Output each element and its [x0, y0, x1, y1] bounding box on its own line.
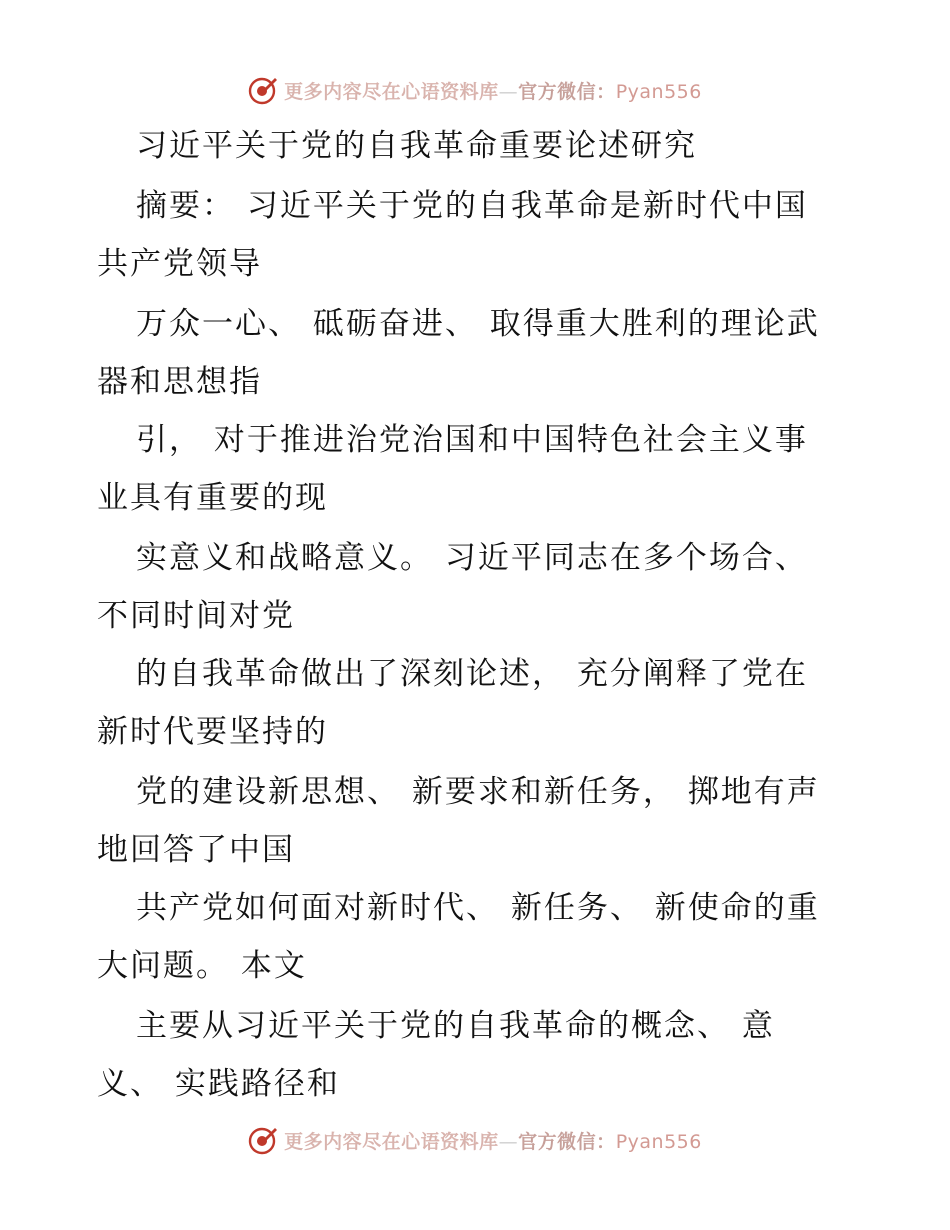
text-line: 万众一心、 砥砺奋进、 取得重大胜利的理论武	[136, 306, 820, 342]
text-line: 大问题。 本文	[97, 948, 307, 984]
footer-banner	[0, 1120, 950, 1160]
banner-wechat-label: 官方微信：	[518, 80, 616, 103]
text-line: 的自我革命做出了深刻论述， 充分阐释了党在	[136, 656, 808, 692]
logo-icon	[248, 1125, 278, 1155]
logo-icon	[248, 75, 278, 105]
text-line: 不同时间对党	[97, 598, 295, 634]
text-line: 主要从习近平关于党的自我革命的概念、 意	[136, 1008, 775, 1044]
banner-brand: 更多内容尽在心语资料库	[284, 80, 499, 103]
banner-text	[284, 77, 702, 104]
document-title: 习近平关于党的自我革命重要论述研究	[136, 128, 697, 164]
text-line: 义、 实践路径和	[97, 1066, 340, 1102]
text-line: 引， 对于推进治党治国和中国特色社会主义事	[136, 422, 808, 458]
text-line: 摘要： 习近平关于党的自我革命是新时代中国	[136, 188, 808, 224]
text-line: 器和思想指	[97, 364, 262, 400]
text-line: 业具有重要的现	[97, 480, 328, 516]
text-line: 新时代要坚持的	[97, 714, 328, 750]
banner-dash: —	[498, 1130, 519, 1153]
banner-text	[284, 1127, 702, 1154]
text-line: 共产党领导	[97, 246, 262, 282]
text-line: 地回答了中国	[97, 832, 295, 868]
banner-wechat-id: Pyan556	[615, 1130, 702, 1153]
text-line: 党的建设新思想、 新要求和新任务， 掷地有声	[136, 774, 820, 810]
banner-dash: —	[498, 80, 519, 103]
banner-brand: 更多内容尽在心语资料库	[284, 1130, 499, 1153]
banner-wechat-label: 官方微信：	[518, 1130, 616, 1153]
header-banner	[0, 70, 950, 110]
text-line: 共产党如何面对新时代、 新任务、 新使命的重	[136, 890, 820, 926]
text-line: 实意义和战略意义。 习近平同志在多个场合、	[136, 540, 808, 576]
banner-wechat-id: Pyan556	[615, 80, 702, 103]
